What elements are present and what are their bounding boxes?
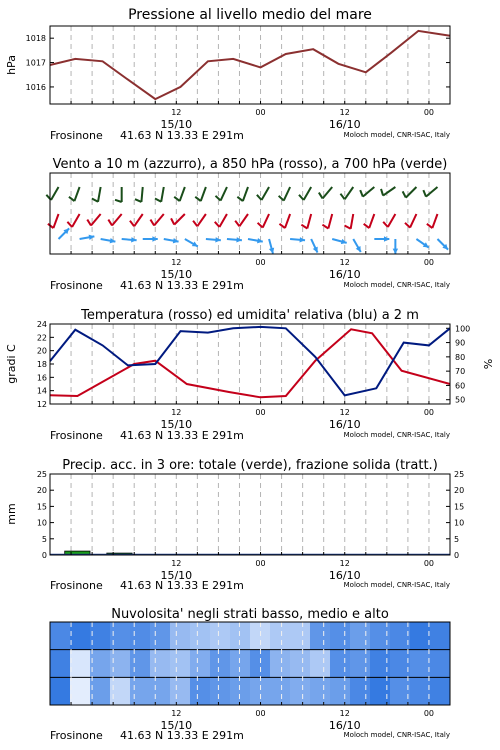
cloud-cell — [310, 677, 331, 705]
wind-barb-shaft — [285, 214, 290, 228]
wind-barb — [344, 214, 353, 229]
wind-barb-feather — [130, 221, 134, 227]
wind-barb-feather — [193, 221, 197, 227]
wind-barb-feather — [319, 193, 323, 199]
hour-tick-label: 12 — [171, 258, 182, 267]
wind-barb-shaft — [98, 187, 101, 202]
cloud-cell — [90, 677, 111, 705]
wind-barb-feather — [381, 189, 383, 196]
y-tick-label-left: 0 — [41, 551, 47, 560]
y-tick-label-left: 22 — [36, 333, 47, 343]
wind-barb — [174, 187, 185, 201]
wind-barb-feather — [155, 198, 161, 201]
wind-barb-shaft — [161, 187, 164, 202]
cloud-cell — [270, 677, 291, 705]
wind-barb-shaft — [201, 187, 206, 201]
wind-barbs — [46, 187, 448, 254]
wind-title: Vento a 10 m (azzurro), a 850 hPa (rosso), a 700 hPa (verde) — [52, 157, 448, 172]
wind-barb — [46, 187, 58, 200]
cloud-cell — [270, 650, 291, 678]
wind-barb — [59, 228, 70, 239]
wind-barb-feather — [92, 198, 98, 201]
wind-barb — [279, 214, 290, 228]
hour-tick-label: 12 — [171, 559, 182, 568]
cloud-cell — [170, 622, 191, 650]
wind-barb — [360, 187, 374, 197]
wind-barb — [340, 187, 353, 199]
cloud-footer — [50, 729, 450, 742]
wind-barb — [269, 239, 274, 253]
y-tick-label-left: 16 — [36, 373, 47, 383]
wind-barb-shaft — [51, 187, 59, 200]
y-tick-label-right: 15 — [454, 502, 465, 512]
cloud-cell — [430, 650, 451, 678]
pressure-title: Pressione al livello medio del mare — [128, 7, 372, 23]
cloud-cell — [170, 677, 191, 705]
wind-barb — [235, 214, 248, 226]
wind-barb-feather — [360, 190, 363, 196]
footer-coords: 41.63 N 13.33 E 291m — [120, 729, 244, 742]
wind-barb — [353, 239, 361, 252]
cloud-cell — [150, 622, 171, 650]
hour-tick-label: 12 — [339, 559, 350, 568]
wind-barb-shaft — [388, 214, 396, 227]
hour-tick-label: 12 — [339, 408, 350, 417]
wind-barb-feather — [235, 221, 239, 227]
wind-barb — [319, 187, 332, 198]
cloud-cell — [290, 622, 311, 650]
wind-barb-feather — [427, 224, 433, 228]
temperature-ylabel-left: gradi C — [5, 344, 18, 384]
wind-barb-shaft — [345, 187, 354, 199]
wind-barb — [383, 214, 395, 227]
wind-barb-shaft — [363, 187, 374, 197]
date-tick-label: 15/10 — [160, 118, 193, 131]
y-tick-label: 1016 — [25, 82, 46, 92]
wind-barb — [171, 214, 185, 225]
hour-tick-label: 12 — [171, 108, 182, 117]
wind-barb-shaft — [243, 187, 248, 201]
cloud-cell — [370, 622, 391, 650]
wind-barb-shaft — [383, 187, 395, 196]
wind-barb-shaft — [307, 214, 311, 228]
wind-barb-feather — [403, 191, 406, 197]
cloud-cell — [410, 622, 431, 650]
hour-tick-label: 00 — [255, 559, 266, 568]
hour-tick-label: 00 — [255, 709, 266, 718]
wind-barb — [423, 187, 437, 197]
footer-coords: 41.63 N 13.33 E 291m — [120, 429, 244, 442]
cloud-cell — [50, 622, 71, 650]
cloud-cell — [430, 677, 451, 705]
cloud-cell — [330, 622, 351, 650]
footer-place: Frosinone — [50, 429, 103, 442]
wind-barb-shaft — [221, 187, 227, 201]
wind-barb — [215, 214, 227, 227]
cloud-cell — [70, 677, 91, 705]
wind-panel — [46, 157, 450, 292]
footer-model: Moloch model, CNR-ISAC, Italy — [343, 281, 450, 289]
hour-tick-label: 00 — [423, 559, 435, 568]
cloud-cell — [130, 677, 151, 705]
wind-barb-shaft — [219, 214, 227, 227]
wind-barb-feather — [87, 220, 91, 226]
wind-barb-feather — [135, 199, 141, 202]
wind-barb-feather — [69, 197, 75, 201]
wind-barb-shaft — [304, 187, 312, 200]
wind-gridlines — [71, 173, 429, 254]
wind-barb — [67, 214, 79, 227]
precip-panel — [5, 458, 464, 592]
y-tick-label-right: 70 — [455, 367, 466, 377]
wind-barb — [416, 239, 428, 248]
hour-tick-label: 00 — [423, 108, 435, 117]
date-tick-label: 16/10 — [328, 569, 361, 582]
cloud-panel — [50, 607, 451, 742]
y-tick-label-left: 5 — [41, 534, 47, 544]
wind-barb-feather — [258, 223, 263, 228]
wind-barb — [437, 239, 448, 250]
pressure-ylabel: hPa — [5, 55, 18, 75]
wind-barb-shaft — [72, 214, 80, 227]
wind-barb-shaft — [432, 214, 437, 228]
footer-place: Frosinone — [50, 279, 103, 292]
y-tick-label-left: 24 — [36, 320, 47, 329]
temperature-footer — [50, 429, 450, 442]
wind-barb — [215, 187, 226, 201]
footer-model: Moloch model, CNR-ISAC, Italy — [343, 581, 450, 589]
wind-barb — [393, 239, 398, 254]
cloud-cell — [170, 650, 191, 678]
footer-place: Frosinone — [50, 129, 103, 142]
wind-barb — [299, 187, 311, 200]
cloud-cell — [250, 677, 271, 705]
wind-barb-shaft — [180, 187, 185, 201]
wind-arrow-head — [393, 249, 398, 254]
wind-barb — [237, 187, 248, 201]
cloud-cell — [290, 677, 311, 705]
wind-barb-feather — [423, 190, 426, 196]
wind-barb-shaft — [328, 214, 332, 228]
hour-tick-label: 12 — [339, 709, 350, 718]
y-tick-label-left: 12 — [36, 400, 47, 409]
date-tick-label: 16/10 — [328, 118, 361, 131]
cloud-cell — [50, 677, 71, 705]
y-tick-label-left: 20 — [36, 346, 47, 356]
date-tick-label: 15/10 — [160, 719, 193, 732]
cloud-cell — [330, 650, 351, 678]
hour-tick-label: 12 — [339, 258, 350, 267]
wind-barb-feather — [340, 194, 344, 200]
wind-barb-shaft — [284, 187, 290, 201]
wind-barb — [364, 214, 375, 228]
cloud-cell — [150, 677, 171, 705]
cloud-cell — [310, 650, 331, 678]
date-tick-label: 15/10 — [160, 268, 193, 281]
cloud-cell — [190, 622, 211, 650]
cloud-cell — [230, 650, 251, 678]
wind-barb — [155, 187, 164, 202]
wind-barb-feather — [150, 220, 154, 226]
wind-barb-feather — [237, 197, 243, 201]
cloud-time-axis — [71, 702, 434, 732]
cloud-cell — [150, 650, 171, 678]
wind-barb-shaft — [239, 214, 248, 226]
wind-time-axis — [71, 251, 434, 281]
precip-footer — [50, 579, 450, 592]
y-tick-label-right: 5 — [454, 534, 460, 544]
cloud-cell — [390, 677, 411, 705]
y-tick-label-right: 60 — [455, 381, 466, 391]
cloud-cell — [210, 650, 231, 678]
wind-barb — [185, 239, 198, 247]
cloud-cell — [350, 650, 371, 678]
cloud-cell — [130, 650, 151, 678]
cloud-cell — [70, 622, 91, 650]
wind-barb — [193, 214, 206, 226]
date-tick-label: 16/10 — [328, 418, 361, 431]
wind-barb-shaft — [369, 214, 374, 228]
hour-tick-label: 00 — [423, 408, 435, 417]
y-tick-label-right: 50 — [455, 395, 466, 405]
footer-model: Moloch model, CNR-ISAC, Italy — [343, 431, 450, 439]
cloud-heatmap — [50, 622, 451, 706]
temperature-line — [50, 329, 450, 397]
date-tick-label: 16/10 — [328, 268, 361, 281]
wind-barb — [405, 214, 416, 228]
wind-barb-feather — [48, 224, 54, 228]
y-tick-label-right: 0 — [454, 551, 460, 560]
wind-barb — [87, 214, 100, 225]
cloud-cell — [370, 677, 391, 705]
wind-barb-shaft — [410, 214, 416, 228]
cloud-cell — [110, 677, 131, 705]
y-tick-label: 1017 — [25, 58, 46, 68]
y-tick-label: 1018 — [25, 34, 46, 44]
temperature-ylabel-right: % — [482, 358, 495, 370]
y-tick-label-right: 20 — [454, 486, 465, 496]
cloud-cell — [210, 622, 231, 650]
wind-barb — [48, 214, 59, 228]
wind-barb — [150, 214, 163, 225]
wind-barb-feather — [195, 197, 201, 201]
cloud-cell — [430, 622, 451, 650]
cloud-cell — [190, 650, 211, 678]
wind-barb — [279, 187, 290, 201]
wind-barb-feather — [174, 197, 180, 201]
wind-barb-feather — [364, 224, 370, 228]
wind-barb-feather — [171, 218, 174, 224]
wind-barb-shaft — [351, 214, 354, 229]
footer-coords: 41.63 N 13.33 E 291m — [120, 579, 244, 592]
cloud-cell — [210, 677, 231, 705]
date-tick-label: 15/10 — [160, 418, 193, 431]
precip-yticks — [37, 470, 464, 560]
wind-barb — [195, 187, 206, 201]
footer-model: Moloch model, CNR-ISAC, Italy — [343, 731, 450, 739]
wind-barb-feather — [215, 196, 220, 201]
precip-title: Precip. acc. in 3 ore: totale (verde), frazione solida (tratt.) — [62, 458, 438, 473]
wind-barb-shaft — [197, 214, 206, 226]
wind-barb — [130, 214, 143, 226]
cloud-title: Nuvolosita' negli strati basso, medio e alto — [111, 607, 389, 622]
y-tick-label-left: 15 — [36, 502, 47, 512]
wind-barb — [69, 187, 80, 201]
cloud-cell — [410, 677, 431, 705]
pressure-line — [50, 31, 450, 99]
cloud-cell — [70, 650, 91, 678]
temperature-panel — [5, 308, 495, 442]
precip-gridlines — [71, 474, 429, 555]
wind-barb-feather — [279, 196, 284, 201]
wind-barb-shaft — [53, 214, 58, 228]
date-tick-label: 16/10 — [328, 719, 361, 732]
wind-barb — [108, 214, 121, 225]
wind-barb — [257, 187, 269, 200]
cloud-cell — [310, 622, 331, 650]
wind-barb — [427, 214, 438, 228]
pressure-series — [50, 31, 450, 99]
hour-tick-label: 00 — [255, 258, 266, 267]
hour-tick-label: 00 — [423, 258, 435, 267]
wind-barb-feather — [279, 224, 285, 228]
wind-barb — [381, 187, 395, 196]
wind-barb-shaft — [141, 187, 142, 202]
cloud-cell — [370, 650, 391, 678]
wind-barb-shaft — [262, 187, 270, 200]
footer-coords: 41.63 N 13.33 E 291m — [120, 129, 244, 142]
cloud-cell — [330, 677, 351, 705]
cloud-cell — [350, 677, 371, 705]
cloud-cell — [230, 677, 251, 705]
hour-tick-label: 00 — [423, 709, 435, 718]
wind-barb-shaft — [74, 187, 79, 201]
y-tick-label-left: 25 — [36, 470, 47, 479]
temperature-series — [50, 327, 450, 397]
footer-place: Frosinone — [50, 579, 103, 592]
wind-barb — [258, 214, 269, 228]
wind-barb — [135, 187, 143, 202]
temperature-title: Temperatura (rosso) ed umidita' relativa (blu) a 2 m — [81, 308, 419, 323]
cloud-cell — [350, 622, 371, 650]
wind-barb-shaft — [134, 214, 143, 226]
footer-place: Frosinone — [50, 729, 103, 742]
wind-barb — [403, 187, 417, 198]
wind-barb-feather — [108, 220, 112, 226]
y-tick-label-right: 10 — [454, 518, 465, 528]
temperature-time-axis — [71, 401, 434, 431]
hour-tick-label: 00 — [255, 108, 266, 117]
y-tick-label-right: 80 — [455, 352, 466, 362]
humidity-line — [50, 327, 450, 396]
precip-plot-frame — [50, 474, 450, 555]
footer-coords: 41.63 N 13.33 E 291m — [120, 279, 244, 292]
hour-tick-label: 12 — [171, 408, 182, 417]
cloud-cell — [130, 622, 151, 650]
wind-barb — [92, 187, 101, 202]
precip-bars — [50, 551, 450, 555]
wind-barb — [115, 187, 122, 202]
pressure-panel — [5, 7, 450, 142]
wind-footer — [50, 279, 450, 292]
y-tick-label-left: 10 — [36, 518, 47, 528]
y-tick-label-right: 25 — [454, 470, 465, 479]
y-tick-label-left: 14 — [36, 386, 47, 396]
cloud-cell — [90, 650, 111, 678]
hour-tick-label: 12 — [171, 709, 182, 718]
cloud-cell — [290, 650, 311, 678]
cloud-cell — [50, 650, 71, 678]
cloud-cell — [410, 650, 431, 678]
hour-tick-label: 12 — [339, 108, 350, 117]
cloud-cell — [90, 622, 111, 650]
date-tick-label: 15/10 — [160, 569, 193, 582]
precip-ylabel: mm — [5, 503, 18, 525]
pressure-footer — [50, 129, 450, 142]
cloud-cell — [230, 622, 251, 650]
wind-barb-shaft — [426, 187, 437, 197]
y-tick-label-right: 90 — [455, 338, 466, 348]
wind-barb — [311, 239, 318, 253]
wind-barb-feather — [344, 225, 350, 228]
y-tick-label-left: 18 — [36, 360, 47, 369]
y-tick-label-left: 20 — [36, 486, 47, 496]
cloud-cell — [270, 622, 291, 650]
hour-tick-label: 00 — [255, 408, 266, 417]
precip-time-axis — [71, 552, 434, 582]
cloud-cell — [190, 677, 211, 705]
wind-barb-shaft — [263, 214, 269, 228]
y-tick-label-right: 100 — [455, 324, 471, 334]
footer-model: Moloch model, CNR-ISAC, Italy — [343, 131, 450, 139]
pressure-time-axis — [71, 101, 434, 131]
wind-barb-feather — [405, 223, 410, 228]
